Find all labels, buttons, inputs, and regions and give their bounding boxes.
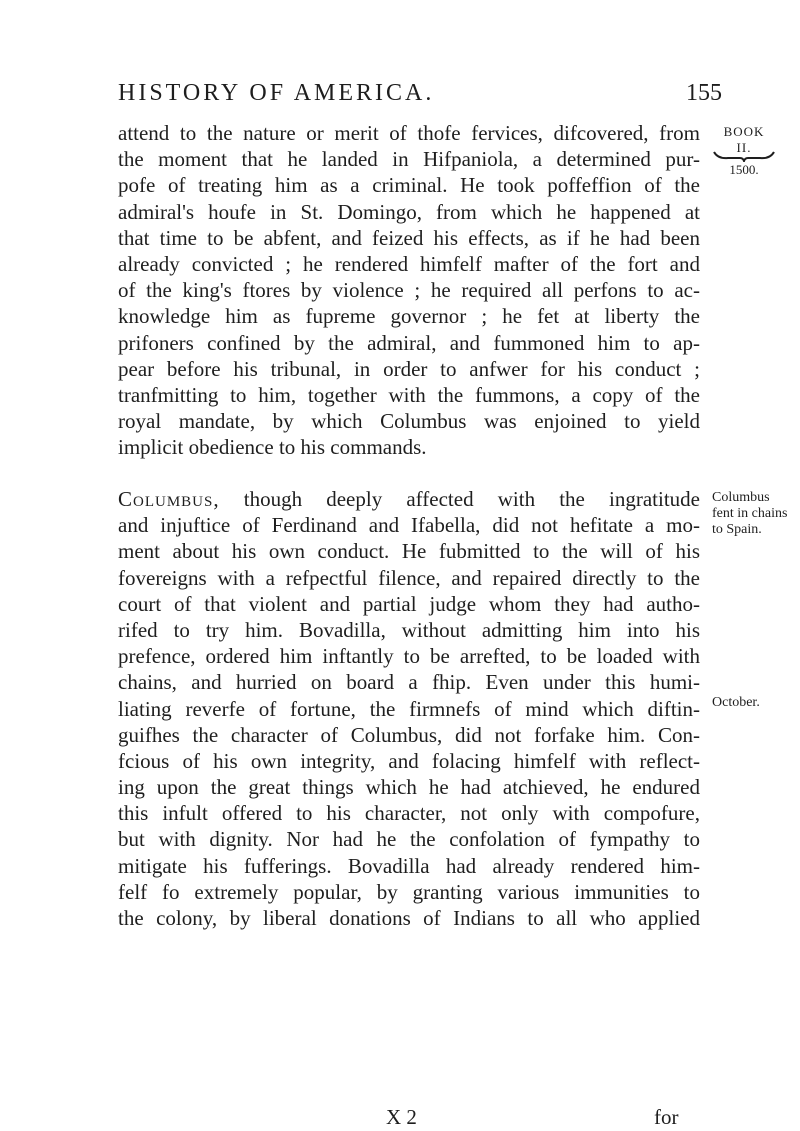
page-number: 155 bbox=[686, 80, 722, 106]
text-line: tranfmitting to him, together with the fummons, a copy of the bbox=[118, 382, 700, 407]
sidenote-line: fent in chains bbox=[712, 506, 788, 521]
catchword: for bbox=[654, 1105, 679, 1129]
text-line: court of that violent and partial judge whom they had autho- bbox=[118, 591, 700, 616]
text-line: the colony, by liberal donations of Indians to all who applied bbox=[118, 906, 700, 930]
text-line: fcious of his own integrity, and folacing himfelf with reflect- bbox=[118, 748, 700, 773]
text-line: fovereigns with a refpectful filence, and repaired directly to the bbox=[118, 565, 700, 590]
first-line-rest: though deeply affected with the ingratitude bbox=[219, 487, 700, 511]
text-line: admiral's houfe in St. Domingo, from which he happened at bbox=[118, 199, 700, 224]
text-line: knowledge him as fupreme governor ; he fet at liberty the bbox=[118, 304, 700, 329]
text-line: of the king's ftores by violence ; he required all perfons to ac- bbox=[118, 278, 700, 303]
text-line: guifhes the character of Columbus, did not forfake him. Con- bbox=[118, 722, 700, 747]
text-line: prefence, ordered him inftantly to be arrefted, to be loaded with bbox=[118, 644, 700, 669]
sidenote-october: October. bbox=[712, 695, 760, 710]
text-line: the moment that he landed in Hifpaniola, a determined pur- bbox=[118, 147, 700, 172]
text-line: but with dignity. Nor had he the confolation of fympathy to bbox=[118, 827, 700, 852]
sidenote-line: Columbus bbox=[712, 490, 770, 505]
book-number: II. bbox=[736, 140, 752, 155]
book-word: BOOK bbox=[723, 124, 765, 139]
text-line: mitigate his fufferings. Bovadilla had already rendered him- bbox=[118, 853, 700, 878]
text-line: prifoners confined by the admiral, and fummoned him to ap- bbox=[118, 330, 700, 355]
sidenote-columbus-chains bbox=[712, 490, 787, 538]
signature-mark: X 2 bbox=[386, 1105, 417, 1129]
text-line: royal mandate, by which Columbus was enjoined to yield bbox=[118, 409, 700, 434]
text-line-first bbox=[118, 486, 700, 512]
text-line: chains, and hurried on board a fhip. Even under this humi- bbox=[118, 670, 700, 695]
text-line: that time to be abfent, and feized his effects, as if he had been bbox=[118, 225, 700, 250]
text-line: rifed to try him. Bovadilla, without admitting him into his bbox=[118, 617, 700, 642]
paragraph-1 bbox=[118, 120, 700, 460]
text-line: pofe of treating him as a criminal. He took poffeffion of the bbox=[118, 173, 700, 198]
paragraph-2 bbox=[118, 486, 700, 931]
text-line: this infult offered to his character, not only with compofure, bbox=[118, 801, 700, 826]
running-title: HISTORY OF AMERICA. bbox=[118, 80, 435, 106]
text-line: pear before his tribunal, in order to anfwer for his conduct ; bbox=[118, 356, 700, 381]
year-note: 1500. bbox=[729, 162, 759, 177]
running-head bbox=[118, 80, 722, 114]
brace-icon bbox=[712, 150, 776, 162]
text-line: ment about his own conduct. He fubmitted to the will of his bbox=[118, 539, 700, 564]
text-line: ing upon the great things which he had atchieved, he endured bbox=[118, 775, 700, 800]
lead-word: Columbus, bbox=[118, 487, 220, 511]
text-line: liating reverfe of fortune, the firmnefs of mind which diftin- bbox=[118, 696, 700, 721]
text-line: attend to the nature or merit of thofe fervices, difcovered, from bbox=[118, 121, 700, 145]
text-line: implicit obedience to his commands. bbox=[118, 435, 427, 460]
sidenote-line: to Spain. bbox=[712, 522, 762, 537]
text-line: felf fo extremely popular, by granting various immunities to bbox=[118, 879, 700, 904]
text-line: already convicted ; he rendered himfelf mafter of the fort and bbox=[118, 251, 700, 276]
text-line: and injuftice of Ferdinand and Ifabella, did not hefitate a mo- bbox=[118, 513, 700, 538]
